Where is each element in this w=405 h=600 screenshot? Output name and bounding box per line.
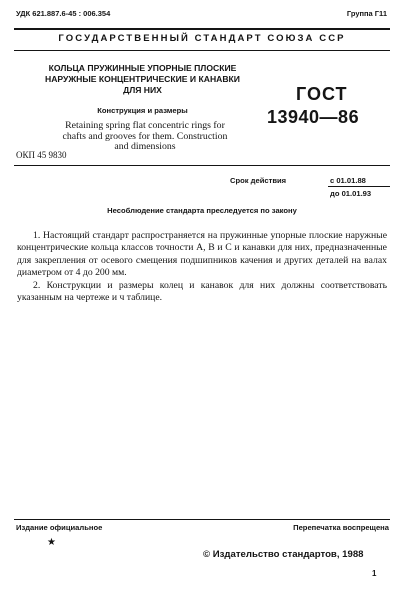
edition-label: Издание официальное <box>16 523 103 532</box>
copyright: © Издательство стандартов, 1988 <box>203 549 364 560</box>
paragraph-scope: 1. Настоящий стандарт распространяется на пружинные упорные плоские наружные концентрические кольца классов точности А, В и С и канавки для них, предназначенные для закрепления от осевого смещения подшипников качения и других деталей на валах диаметром от 4 до 200 мм. <box>17 230 387 279</box>
title-english-line: Retaining spring flat concentric rings for <box>65 120 225 131</box>
reprint-notice: Перепечатка воспрещена <box>293 523 389 532</box>
section-rule <box>14 165 390 166</box>
legal-notice: Несоблюдение стандарта преследуется по закону <box>107 206 297 215</box>
title-russian-line: ДЛЯ НИХ <box>123 85 162 96</box>
standard-header: ГОСУДАРСТВЕННЫЙ СТАНДАРТ СОЮЗА ССР <box>58 33 346 44</box>
udk-code: УДК 621.887.6-45 : 006.354 <box>16 9 111 18</box>
title-english <box>40 121 250 153</box>
title-russian-line: НАРУЖНЫЕ КОНЦЕНТРИЧЕСКИЕ И КАНАВКИ <box>45 74 240 85</box>
title-english-line: and dimensions <box>114 141 176 153</box>
title-english-line: chafts and grooves for them. Construction <box>62 130 228 142</box>
title-russian-line: КОЛЬЦА ПРУЖИННЫЕ УПОРНЫЕ ПЛОСКИЕ <box>48 63 237 73</box>
group-code: Группа Г11 <box>346 9 387 18</box>
header-top-rule <box>14 28 390 30</box>
star-icon: ★ <box>47 537 56 548</box>
body-text <box>17 230 387 304</box>
title-russian <box>40 63 245 97</box>
header-bottom-rule <box>14 50 390 51</box>
page-number: 1 <box>372 569 377 578</box>
gost-number: 13940—86 <box>267 107 360 127</box>
validity-from: с 01.01.88 <box>330 176 366 185</box>
paragraph-construction: 2. Конструкции и размеры колец и канавок для них должны соответствовать указанным на чертеже и ч таблице. <box>17 279 387 304</box>
validity-to: до 01.01.93 <box>330 189 372 198</box>
footer-rule <box>14 519 390 520</box>
okp-code: ОКП 45 9830 <box>16 150 67 160</box>
validity-underline <box>328 186 390 187</box>
subtitle-russian: Конструкция и размеры <box>97 106 188 115</box>
validity-label: Срок действия <box>230 176 287 185</box>
gost-label: ГОСТ <box>296 84 348 104</box>
